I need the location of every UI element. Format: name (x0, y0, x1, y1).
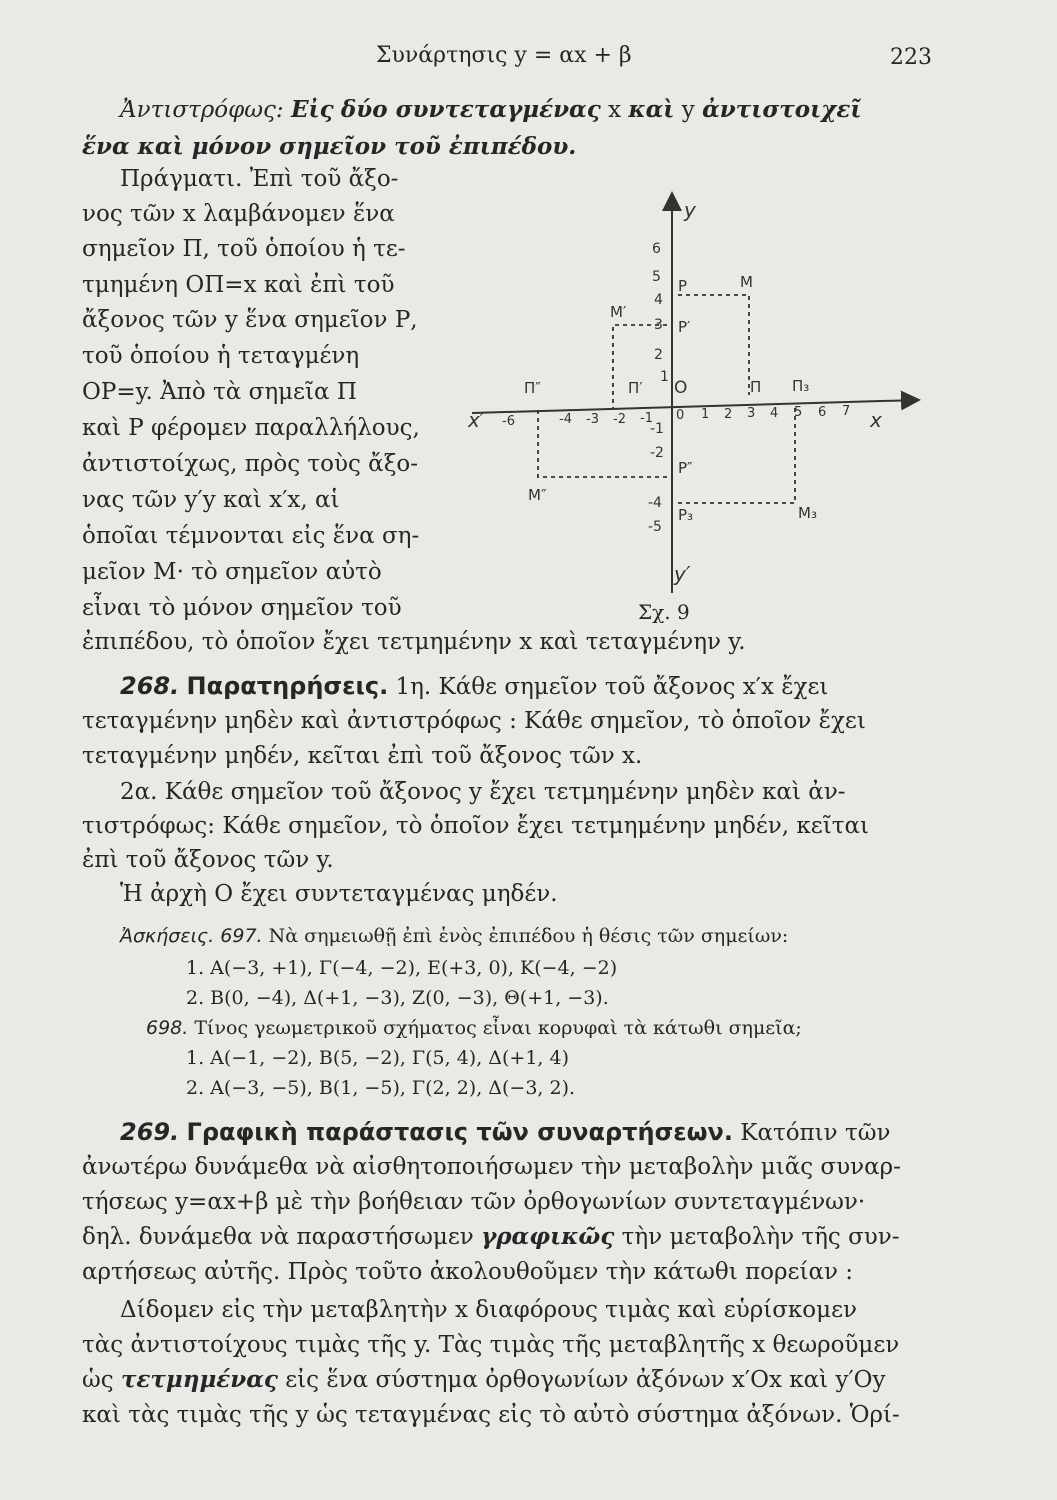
intro-para-line: νας τῶν y′y καὶ x′x, αἱ (82, 487, 340, 513)
intro-para-line: τοῦ ὁποίου ἡ τεταγμένη (82, 343, 360, 369)
section-269-text: ὡς (82, 1367, 114, 1393)
exercise-697-text: Νὰ σημειωθῇ ἐπὶ ἑνὸς ἐπιπέδου ἡ θέσις τῶν σημείων: (268, 925, 789, 947)
y-tick: 4 (654, 292, 663, 308)
section-269-number: 269. (120, 1118, 180, 1146)
section-269-text: τὴν μεταβολὴν τῆς συν- (621, 1224, 900, 1250)
section-269-line-1 (120, 1118, 890, 1147)
section-269-line: τήσεως y=αx+β μὲ τὴν βοήθειαν τῶν ὀρθογωνίων συντεταγμένων· (82, 1189, 866, 1215)
point-label-pi1: Π′ (628, 379, 643, 397)
intro-line-2: ἕνα καὶ μόνον σημεῖον τοῦ ἐπιπέδου. (82, 133, 577, 160)
x-tick: -3 (586, 412, 599, 427)
intro-line-1 (120, 96, 861, 124)
x-tick: 4 (770, 406, 779, 421)
section-268-line: 2α. Κάθε σημεῖον τοῦ ἄξονος y ἔχει τετμημένην μηδὲν καὶ ἀν- (120, 779, 846, 805)
x-axis-label: x (870, 408, 882, 432)
y-tick: -4 (648, 495, 662, 511)
term-to: Εἰς (290, 96, 334, 123)
exercise-698-item-2: 2. Α(−3, −5), Β(1, −5), Γ(2, 2), Δ(−3, 2). (186, 1077, 576, 1099)
var-x: x (608, 97, 622, 123)
section-269-title: Γραφικὴ παράστασις τῶν συναρτήσεων. (186, 1118, 733, 1146)
section-269-line: Δίδομεν εἰς τὴν μεταβλητὴν x διαφόρους τιμὰς καὶ εὑρίσκομεν (120, 1297, 857, 1323)
y-tick: 1 (660, 369, 669, 385)
intro-para-line: καὶ Ρ φέρομεν παραλλήλους, (82, 415, 420, 441)
guide-m1 (613, 325, 667, 410)
section-268-line: ἐπὶ τοῦ ἄξονος τῶν y. (82, 847, 334, 873)
term-graphically: γραφικῶς (481, 1223, 615, 1250)
term-conversely: Ἀντιστρόφως: (120, 97, 284, 123)
coordinate-diagram (462, 185, 922, 625)
section-269-text: Κατόπιν τῶν (740, 1120, 891, 1146)
y-axis-label: y (684, 198, 696, 222)
intro-para-line: νος τῶν x λαμβάνομεν ἕνα (82, 201, 395, 227)
section-268-line: τεταγμένην μηδὲν καὶ ἀντιστρόφως : Κάθε σημεῖον, τὸ ὁποῖον ἔχει (82, 708, 866, 734)
y-tick: -1 (650, 421, 664, 437)
x-tick: 0 (676, 408, 685, 423)
intro-para-line: ἀντιστοίχως, πρὸς τοὺς ἄξο- (82, 451, 418, 477)
figure-caption: Σχ. 9 (638, 600, 690, 624)
x-tick: 2 (724, 407, 733, 422)
x-tick: 5 (794, 405, 803, 420)
page-number: 223 (890, 45, 932, 70)
point-label-p: P (678, 277, 688, 295)
intro-para-line: ὁποῖαι τέμνονται εἰς ἕνα ση- (82, 523, 420, 549)
term-two-coordinates: δύο συντεταγμένας (340, 96, 601, 123)
y-tick: 6 (652, 241, 661, 257)
section-269-line: τὰς ἀντιστοίχους τιμὰς τῆς y. Τὰς τιμὰς τῆς μεταβλητῆς x θεωροῦμεν (82, 1332, 900, 1358)
x-tick: 7 (842, 404, 851, 419)
guide-m3 (678, 407, 795, 503)
x-tick: -6 (502, 414, 515, 429)
coordinate-diagram-svg (462, 185, 922, 625)
point-label-p1: P′ (678, 318, 691, 336)
section-269-line: ἀνωτέρω δυνάμεθα νὰ αἰσθητοποιήσωμεν τὴν μεταβολὴν μιᾶς συναρ- (82, 1154, 901, 1180)
section-269-line: αρτήσεως αὐτῆς. Πρὸς τοῦτο ἀκολουθοῦμεν τὴν κάτωθι πορείαν : (82, 1259, 854, 1285)
y-tick: -2 (650, 445, 664, 461)
point-label-m1: M′ (610, 303, 627, 321)
section-268-line: Ἡ ἀρχὴ Ο ἔχει συντεταγμένας μηδέν. (120, 881, 558, 907)
point-label-p3: P₃ (678, 506, 694, 524)
exercise-697-item-1: 1. Α(−3, +1), Γ(−4, −2), Ε(+3, 0), Κ(−4, −2) (186, 957, 618, 979)
section-269-text: δηλ. δυνάμεθα νὰ παραστήσωμεν (82, 1224, 474, 1250)
exercises-label: Ἀσκήσεις. (120, 925, 215, 947)
point-label-m3: M₃ (798, 504, 817, 522)
var-y: y (681, 97, 695, 123)
term-corresponds: ἀντιστοιχεῖ (702, 96, 862, 123)
term-and: καὶ (628, 96, 675, 123)
exercise-697-heading (120, 924, 788, 948)
running-header: Συνάρτησις y = αx + β (376, 43, 632, 68)
x-tick: 1 (701, 407, 710, 422)
point-label-pi: Π (750, 378, 762, 396)
y-neg-axis-label: y′ (674, 562, 691, 586)
intro-para-line: ΟΡ=y. Ἀπὸ τὰ σημεῖα Π (82, 379, 357, 405)
section-268-text: 1η. Κάθε σημεῖον τοῦ ἄξονος x′x ἔχει (395, 674, 829, 700)
y-tick: 2 (654, 347, 663, 363)
section-268-number: 268. (120, 672, 180, 700)
section-268-line: τεταγμένην μηδέν, κεῖται ἐπὶ τοῦ ἄξονος τῶν x. (82, 743, 643, 769)
origin-label: O (674, 378, 688, 398)
section-269-line (82, 1366, 886, 1394)
exercise-698-number: 698. (146, 1017, 189, 1039)
intro-para-line: ἄξονος τῶν y ἕνα σημεῖον Ρ, (82, 307, 418, 333)
x-tick: -2 (613, 412, 626, 427)
guide-m (678, 295, 749, 395)
y-tick: 5 (652, 269, 661, 285)
term-abscissas: τετμημένας (120, 1366, 278, 1393)
x-neg-axis-label: x′ (468, 408, 485, 432)
intro-para-line: Πράγματι. Ἐπὶ τοῦ ἄξο- (120, 166, 399, 192)
section-269-line: καὶ τὰς τιμὰς τῆς y ὡς τεταγμένας εἰς τὸ αὐτὸ σύστημα ἀξόνων. Ὁρί- (82, 1402, 900, 1428)
point-label-pi2: Π″ (524, 379, 541, 397)
section-268-title: Παρατηρήσεις. (186, 672, 389, 700)
x-tick: -4 (559, 412, 572, 427)
exercise-698-text: Τίνος γεωμετρικοῦ σχήματος εἶναι κορυφαὶ τὰ κάτωθι σημεῖα; (194, 1017, 802, 1039)
section-269-line (82, 1223, 900, 1251)
intro-para-line: σημεῖον Π, τοῦ ὁποίου ἡ τε- (82, 236, 406, 262)
y-tick: 3 (654, 317, 663, 333)
point-label-m: M (740, 273, 753, 291)
intro-para-line: εἶναι τὸ μόνον σημεῖον τοῦ (82, 595, 402, 621)
x-tick: 6 (818, 405, 827, 420)
point-label-p2: P″ (678, 459, 693, 477)
exercise-698-heading (146, 1016, 802, 1040)
section-268-line-1 (120, 672, 828, 701)
intro-para-line: τμημένη ΟΠ=x καὶ ἐπὶ τοῦ (82, 272, 395, 298)
point-label-m2: M″ (528, 486, 547, 504)
intro-para-last: ἐπιπέδου, τὸ ὁποῖον ἔχει τετμημένην x καὶ τεταγμένην y. (82, 629, 746, 655)
exercise-697-item-2: 2. Β(0, −4), Δ(+1, −3), Ζ(0, −3), Θ(+1, −3). (186, 987, 609, 1009)
exercise-697-number: 697. (220, 925, 263, 947)
y-tick: -5 (648, 519, 662, 535)
section-269-text: εἰς ἕνα σύστημα ὀρθογωνίων ἀξόνων x′Οx καὶ y′Οy (285, 1367, 886, 1393)
exercise-698-item-1: 1. Α(−1, −2), Β(5, −2), Γ(5, 4), Δ(+1, 4) (186, 1047, 569, 1069)
point-label-pi3: Π₃ (792, 377, 810, 395)
x-tick: -1 (640, 411, 653, 426)
section-268-line: τιστρόφως: Κάθε σημεῖον, τὸ ὁποῖον ἔχει τετμημένην μηδέν, κεῖται (82, 813, 869, 839)
intro-para-line: μεῖον Μ· τὸ σημεῖον αὐτὸ (82, 559, 382, 585)
x-tick: 3 (747, 406, 756, 421)
